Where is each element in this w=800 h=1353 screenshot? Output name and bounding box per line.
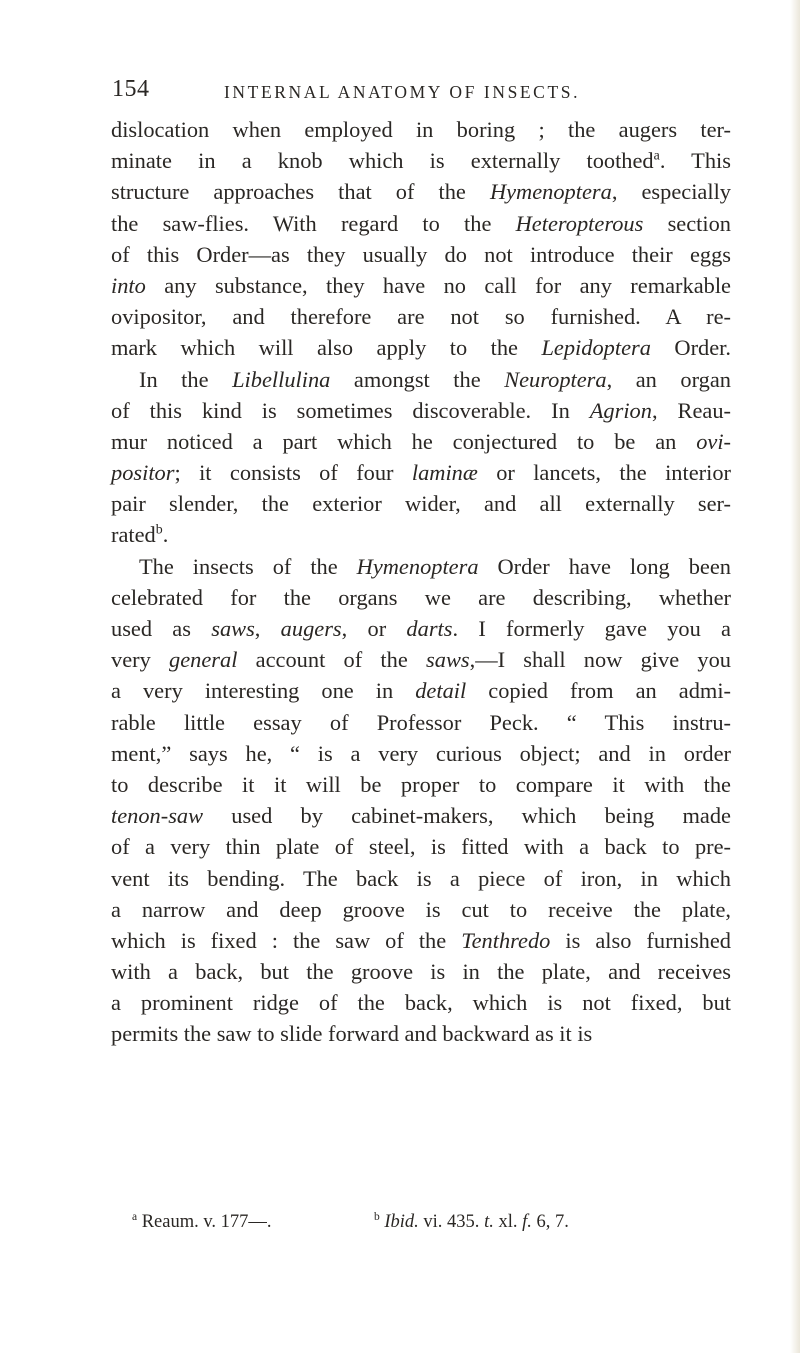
text-line (111, 519, 731, 550)
text-run: which is fixed : the saw of the (111, 927, 462, 953)
text-run: vent its bending. The back is a piece of iron, in which (111, 865, 731, 891)
italic-text: ovi- (696, 428, 731, 454)
text-line (111, 800, 731, 831)
text-run: account of the (237, 647, 427, 673)
text-run: a prominent ridge of the back, which is not fixed, but (111, 990, 731, 1016)
text-run: permits the saw to slide forward and backward as it is (111, 1021, 593, 1047)
text-run: , (254, 616, 281, 641)
footnote-marker: a (653, 148, 660, 164)
text-run: of this kind is sometimes discoverable. In (111, 397, 590, 423)
footnote-b (374, 1212, 569, 1233)
footnote-marker: b (374, 1210, 380, 1223)
text-run: to describe it it will be proper to compare it with the (111, 771, 731, 797)
text-line (111, 114, 731, 145)
text-run: , or (341, 616, 407, 641)
italic-text: Agrion (589, 397, 652, 423)
italic-text: tenon-saw (111, 803, 204, 829)
body-text (111, 114, 731, 1050)
text-line (111, 738, 731, 769)
text-run: . (162, 522, 169, 548)
italic-text: Libellulina (232, 366, 331, 392)
text-line (111, 863, 731, 894)
text-line (111, 894, 731, 925)
text-run: mark which will also apply to the (111, 335, 542, 361)
text-run: In the (139, 366, 233, 392)
text-line (111, 582, 731, 613)
italic-text: t. (484, 1212, 494, 1232)
text-line (111, 270, 731, 301)
text-run: of a very thin plate of steel, is fitted with a back to pre- (111, 834, 731, 860)
text-run: Order have long been (478, 553, 731, 579)
text-line (111, 925, 731, 956)
text-run: vi. 435. (418, 1212, 485, 1232)
italic-text: augers (280, 616, 342, 641)
text-run: ,—I shall now give you (469, 647, 731, 673)
text-line (111, 395, 731, 426)
italic-text: detail (415, 678, 467, 704)
text-run: is also furnished (550, 927, 731, 953)
text-run: a narrow and deep groove is cut to receive the plate, (111, 896, 731, 922)
text-run: The insects of the (139, 553, 357, 579)
text-line (111, 675, 731, 706)
text-run: , Reau- (651, 397, 731, 423)
footnote-a (132, 1212, 272, 1233)
footnote-marker: a (132, 1210, 138, 1223)
text-run: minate in a knob which is externally toothed (111, 148, 654, 174)
italic-text: saws (426, 647, 470, 673)
italic-text: laminæ (411, 460, 478, 486)
text-line (111, 426, 731, 457)
text-line (111, 956, 731, 987)
text-run: of this Order—as they usually do not introduce their eggs (111, 241, 731, 267)
text-line (111, 332, 731, 363)
text-run: with a back, but the groove is in the plate, and receives (111, 959, 731, 985)
text-line (111, 457, 731, 488)
text-run: or lancets, the interior (477, 460, 731, 486)
italic-text: positor (111, 460, 175, 486)
text-run: used as (111, 616, 212, 641)
text-run: used by cabinet-makers, which being made (203, 803, 731, 829)
text-run: 6, 7. (531, 1212, 569, 1232)
text-line (111, 208, 731, 239)
text-run: amongst the (330, 366, 505, 392)
text-line (111, 364, 731, 395)
running-title: INTERNAL ANATOMY OF INSECTS. (224, 82, 581, 102)
text-line (111, 987, 731, 1018)
text-line (111, 769, 731, 800)
italic-text: Ibid. (384, 1212, 419, 1232)
text-run: , an organ (606, 366, 731, 392)
text-run: ment,” says he, “ is a very curious object; and in order (111, 740, 731, 766)
text-line (111, 613, 731, 644)
text-run: Order. (650, 335, 731, 361)
italic-text: Lepidoptera (541, 335, 651, 361)
italic-text: f. (522, 1212, 532, 1232)
page-edge-shadow (790, 0, 800, 1353)
running-head (112, 76, 732, 106)
text-run: dislocation when employed in boring ; the augers ter- (111, 117, 731, 142)
text-line (111, 831, 731, 862)
italic-text: Heteropterous (515, 210, 644, 236)
page-number: 154 (112, 76, 150, 102)
text-line (111, 239, 731, 270)
text-run: any substance, they have no call for any remarkable (145, 272, 731, 298)
text-run: copied from an admi- (466, 678, 731, 704)
text-run: . I formerly gave you a (452, 616, 731, 641)
text-run: Reaum. v. 177—. (137, 1212, 272, 1232)
text-line (111, 176, 731, 207)
italic-text: darts (406, 616, 453, 641)
footnotes (132, 1212, 732, 1240)
text-run: very (111, 647, 170, 673)
text-line (111, 707, 731, 738)
italic-text: into (111, 272, 146, 298)
text-line (111, 488, 731, 519)
footnote-marker: b (155, 522, 163, 538)
text-run: ; it consists of four (174, 460, 412, 486)
text-run: xl. (493, 1212, 523, 1232)
text-run: the saw-flies. With regard to the (111, 210, 516, 236)
text-run: a very interesting one in (111, 678, 416, 704)
text-line (111, 644, 731, 675)
italic-text: Hymenoptera (356, 553, 479, 579)
text-run: rated (111, 522, 156, 548)
italic-text: saws (211, 616, 255, 641)
italic-text: Tenthredo (461, 927, 551, 953)
text-run: , especially (611, 179, 731, 205)
text-run: . This (659, 148, 731, 174)
text-line (111, 301, 731, 332)
text-run: section (643, 210, 731, 236)
text-run: mur noticed a part which he conjectured to be an (111, 428, 697, 454)
text-line (111, 551, 731, 582)
italic-text: Neuroptera (504, 366, 607, 392)
text-run: celebrated for the organs we are describing, whether (111, 584, 731, 610)
text-run: rable little essay of Professor Peck. “ This instru- (111, 709, 731, 735)
text-line (111, 1018, 731, 1049)
text-run: pair slender, the exterior wider, and all externally ser- (111, 491, 731, 517)
text-run: ovipositor, and therefore are not so furnished. A re- (111, 304, 731, 330)
text-run: structure approaches that of the (111, 179, 490, 205)
italic-text: general (169, 647, 238, 673)
text-line (111, 145, 731, 176)
italic-text: Hymenoptera (489, 179, 612, 205)
